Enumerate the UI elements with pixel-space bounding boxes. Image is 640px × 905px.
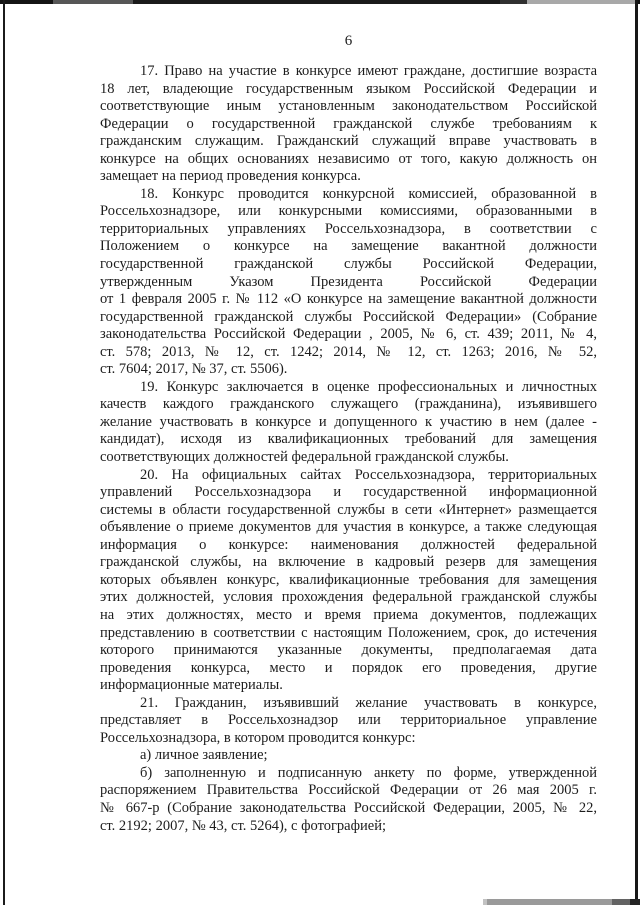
- text-line: утвержденным Указом Президента Российской Федерации: [100, 273, 597, 290]
- text-line: управлений Россельхознадзора и государственной информационной: [100, 484, 597, 501]
- page-number: 6: [344, 33, 353, 49]
- text-line: Федерации о государственной гражданской службе требованиям к: [100, 115, 597, 132]
- text-line: распоряжением Правительства Российской Федерации от 26 мая 2005 г.: [100, 782, 597, 799]
- text-line: представлению в соответствии с настоящим Положением, срок, до истечения: [100, 624, 597, 641]
- document-body: [100, 63, 597, 835]
- text-line: государственной гражданской службы Российской Федерации» (Собрание: [100, 308, 597, 325]
- text-line: на этих должностях, место и время приема документов, подлежащих: [100, 606, 597, 623]
- text-line: 21. Гражданин, изъявивший желание участвовать в конкурсе,: [140, 694, 597, 711]
- paragraph: [100, 379, 597, 467]
- paragraph: [100, 467, 597, 695]
- text-line: объявление о приеме документов для участия в конкурсе, а также следующая: [100, 519, 597, 536]
- text-line: представляет в Россельхознадзор или территориальное управление: [100, 712, 597, 729]
- paragraph: [100, 765, 597, 835]
- text-line: информация о конкурсе: наименования должностей федеральной: [100, 536, 597, 553]
- text-line: которых объявлен конкурс, квалификационные требования для замещения: [100, 571, 597, 588]
- text-line: этих должностей, условия прохождения федеральной гражданской службы: [100, 589, 597, 606]
- scan-edge-left: [3, 0, 5, 905]
- text-line: № 667-р (Собрание законодательства Российской Федерации, 2005, № 22,: [100, 799, 597, 816]
- text-line: государственной гражданской службы Российской Федерации,: [100, 256, 597, 273]
- text-line: желание участвовать в конкурсе и допущенного к участию в нем (далее -: [100, 413, 597, 430]
- text-line: б) заполненную и подписанную анкету по форме, утвержденной: [140, 764, 597, 781]
- paragraph: [100, 747, 597, 765]
- text-line: информационные материалы.: [100, 677, 283, 694]
- text-line: Россельхознадзоре, или конкурсными комиссиями, образованными в: [100, 203, 597, 220]
- text-line: гражданским служащим. Гражданский служащий вправе участвовать в: [100, 133, 597, 150]
- text-line: 18. Конкурс проводится конкурсной комиссией, образованной в: [140, 185, 597, 202]
- text-line: 17. Право на участие в конкурсе имеют граждане, достигшие возраста: [140, 63, 597, 79]
- text-line: 18 лет, владеющие государственным языком Российской Федерации и: [100, 80, 597, 97]
- text-line: соответствующие иным установленным законодательством Российской: [100, 98, 597, 115]
- scan-edge-right: [635, 0, 638, 905]
- text-line: Россельхознадзора, в котором проводится конкурс:: [100, 729, 416, 746]
- paragraph: [100, 63, 597, 186]
- text-line: замещает на период проведения конкурса.: [100, 168, 361, 185]
- text-line: 19. Конкурс заключается в оценке профессиональных и личностных: [140, 378, 597, 395]
- text-line: кандидат), исходя из квалификационных требований для замещения: [100, 431, 597, 448]
- scan-edge-top: [0, 0, 640, 4]
- paragraph: [100, 186, 597, 379]
- text-line: гражданской службы, на включение в кадровый резерв для замещения: [100, 554, 597, 571]
- text-line: а) личное заявление;: [140, 747, 268, 764]
- text-line: которого принимаются указанные документы, предполагаемая дата: [100, 642, 597, 659]
- text-line: от 1 февраля 2005 г. № 112 «О конкурсе на замещение вакантной должности: [100, 291, 597, 308]
- text-line: качеств каждого гражданского служащего (гражданина), изъявившего: [100, 396, 597, 413]
- scan-edge-bottom: [483, 899, 640, 905]
- paragraph: [100, 695, 597, 748]
- text-line: законодательства Российской Федерации , 2005, № 6, ст. 439; 2011, № 4,: [100, 326, 597, 343]
- text-line: соответствующих должностей федеральной гражданской службы.: [100, 449, 509, 466]
- text-line: ст. 7604; 2017, № 37, ст. 5506).: [100, 361, 288, 378]
- text-line: конкурсе на общих основаниях независимо от того, какую должность он: [100, 150, 597, 167]
- text-line: 20. На официальных сайтах Россельхознадзора, территориальных: [140, 466, 597, 483]
- text-line: ст. 578; 2013, № 12, ст. 1242; 2014, № 12, ст. 1263; 2016, № 52,: [100, 343, 597, 360]
- text-line: ст. 2192; 2007, № 43, ст. 5264), с фотографией;: [100, 817, 386, 834]
- text-line: территориальных управлениях Россельхознадзора, в соответствии с: [100, 220, 597, 237]
- text-line: Положением о конкурсе на замещение вакантной должности: [100, 238, 597, 255]
- text-line: проведения конкурса, место и порядок его проведения, другие: [100, 659, 597, 676]
- text-line: системы в области государственной службы в сети «Интернет» размещается: [100, 501, 597, 518]
